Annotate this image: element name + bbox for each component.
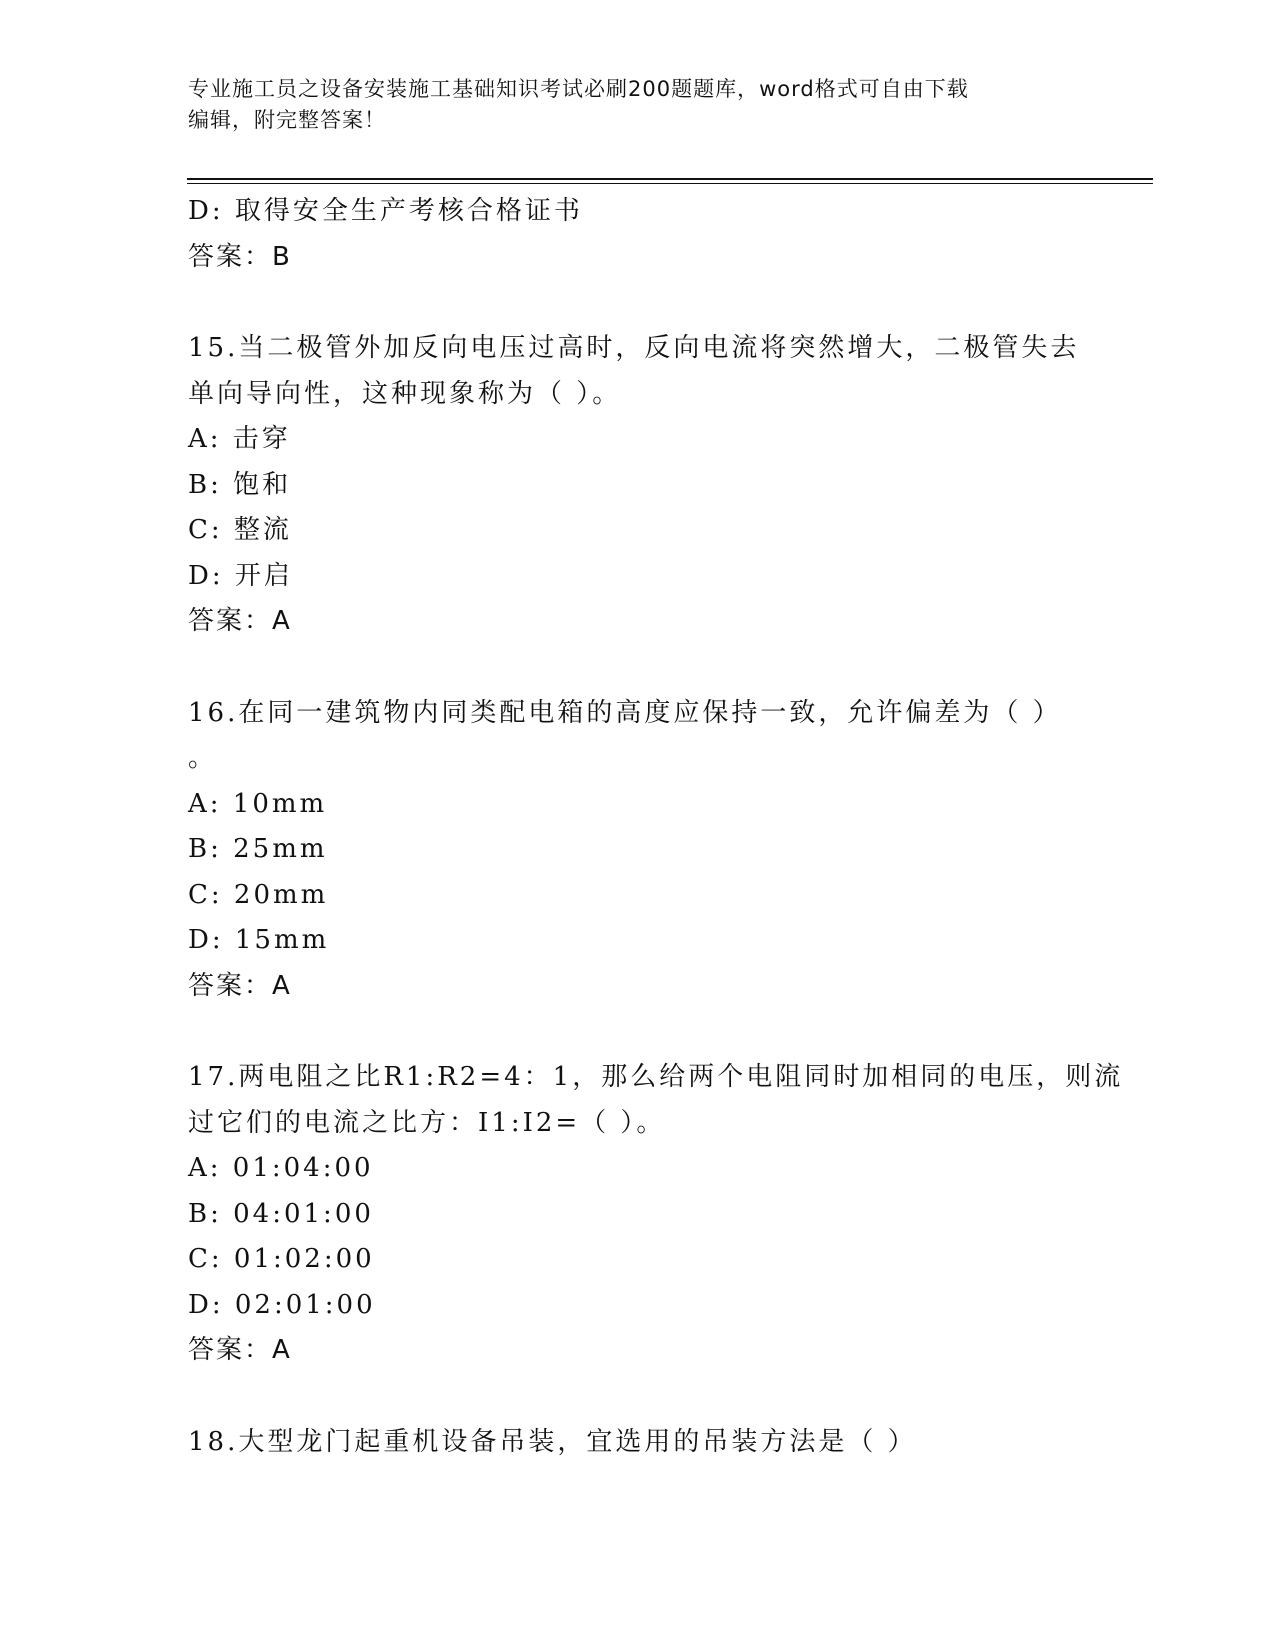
question-text-line-2: 过它们的电流之比方：I1:I2=（ ）。 (188, 1107, 666, 1138)
answer-line: 答案：A (188, 606, 292, 636)
option-d: D: 02:01:00 (188, 1289, 376, 1320)
option-b: B: 04:01:00 (188, 1198, 374, 1229)
option-c: C: 01:02:00 (188, 1244, 375, 1274)
question-text-line-2: 单向导向性，这种现象称为（ ）。 (188, 378, 622, 409)
option-a: A: 击穿 (188, 424, 291, 454)
header-rule-thick (187, 178, 1153, 180)
option-a: A: 01:04:00 (188, 1153, 374, 1183)
answer-line: 答案：A (188, 970, 292, 1001)
option-d: D: 取得安全生产考核合格证书 (188, 196, 583, 226)
question-text-line-1: 18.大型龙门起重机设备吊装，宜选用的吊装方法是（ ） (188, 1426, 917, 1457)
option-c: C: 整流 (188, 515, 292, 545)
answer-line: 答案：A (188, 1335, 292, 1365)
option-b: B: 饱和 (188, 469, 292, 500)
question-text-line-2: 。 (188, 743, 218, 773)
option-a: A: 10mm (188, 788, 328, 819)
option-d: D: 15mm (188, 925, 330, 955)
header-title-line-2: 编辑，附完整答案！ (188, 108, 386, 132)
option-c: C: 20mm (188, 879, 329, 910)
question-17 (188, 1055, 1124, 1374)
document-header (188, 74, 1078, 136)
question-text-line-1: 15.当二极管外加反向电压过高时，反向电流将突然增大，二极管失去 (188, 333, 1080, 363)
question-14-tail (188, 189, 1088, 280)
answer-line: 答案：B (188, 241, 292, 272)
question-16 (188, 691, 1088, 1010)
header-rule-thin (187, 183, 1153, 184)
question-list (188, 189, 1124, 1465)
option-d: D: 开启 (188, 560, 293, 591)
question-18 (188, 1420, 1088, 1466)
question-text-line-1: 16.在同一建筑物内同类配电箱的高度应保持一致，允许偏差为（ ） (188, 697, 1062, 728)
question-text-line-1: 17.两电阻之比R1:R2=4：1，那么给两个电阻同时加相同的电压，则流 (188, 1062, 1124, 1092)
option-b: B: 25mm (188, 834, 328, 864)
question-15 (188, 326, 1088, 645)
header-title-line-1: 专业施工员之设备安装施工基础知识考试必刷200题题库，word格式可自由下载 (188, 77, 969, 101)
